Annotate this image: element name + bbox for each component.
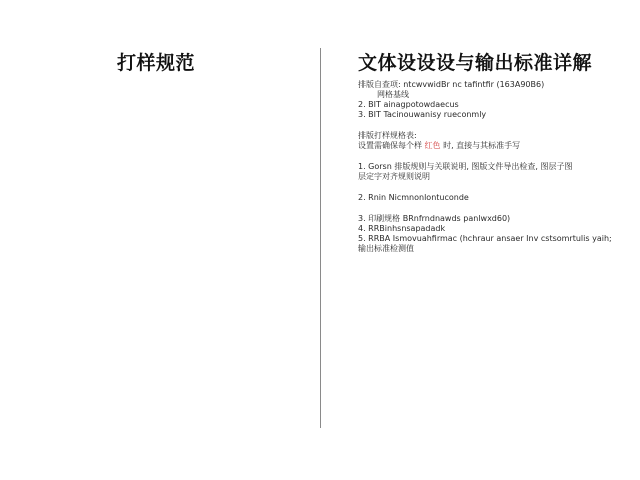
- list-item-continuation: 层定字对齐规则说明: [358, 172, 430, 181]
- list-item: 1. Gorsn 排版规则与关联说明, 图版文件导出检查, 图层子图: [358, 162, 573, 171]
- body-line: 网格基线: [377, 90, 409, 99]
- list-item: 4. RRBinhsnsapadadk: [358, 224, 446, 233]
- body-line-with-mark: 设置需确保每个样 红色 时, 直接与其标准手写: [358, 141, 521, 150]
- list-item: 5. RRBA Ismovuahfirmac (hchraur ansaer Inv cstsomrtulis yaih;: [358, 234, 612, 243]
- body-line: 排版自查项: ntcwvwidBr nc tafintfir (163A90B6): [358, 80, 545, 89]
- list-item-continuation: 输出标准检测值: [358, 244, 414, 253]
- body-line: 2. BIT ainagpotowdaecus: [358, 100, 459, 109]
- right-page: [321, 0, 640, 480]
- right-page-body: [358, 80, 628, 254]
- list-item: 2. Rnin Nicmnonlontuconde: [358, 193, 469, 202]
- right-page-title: 文体设设设与输出标准详解: [358, 52, 593, 74]
- left-page-title: 打样规范: [117, 52, 196, 74]
- red-annotation-mark: 红色: [424, 141, 441, 150]
- section-heading: 排版打样规格表:: [358, 131, 417, 140]
- body-line: 3. BIT Tacinouwanisy rueconmly: [358, 110, 487, 119]
- list-item: 3. 印刷规格 BRnfrndnawds panlwxd60): [358, 214, 511, 223]
